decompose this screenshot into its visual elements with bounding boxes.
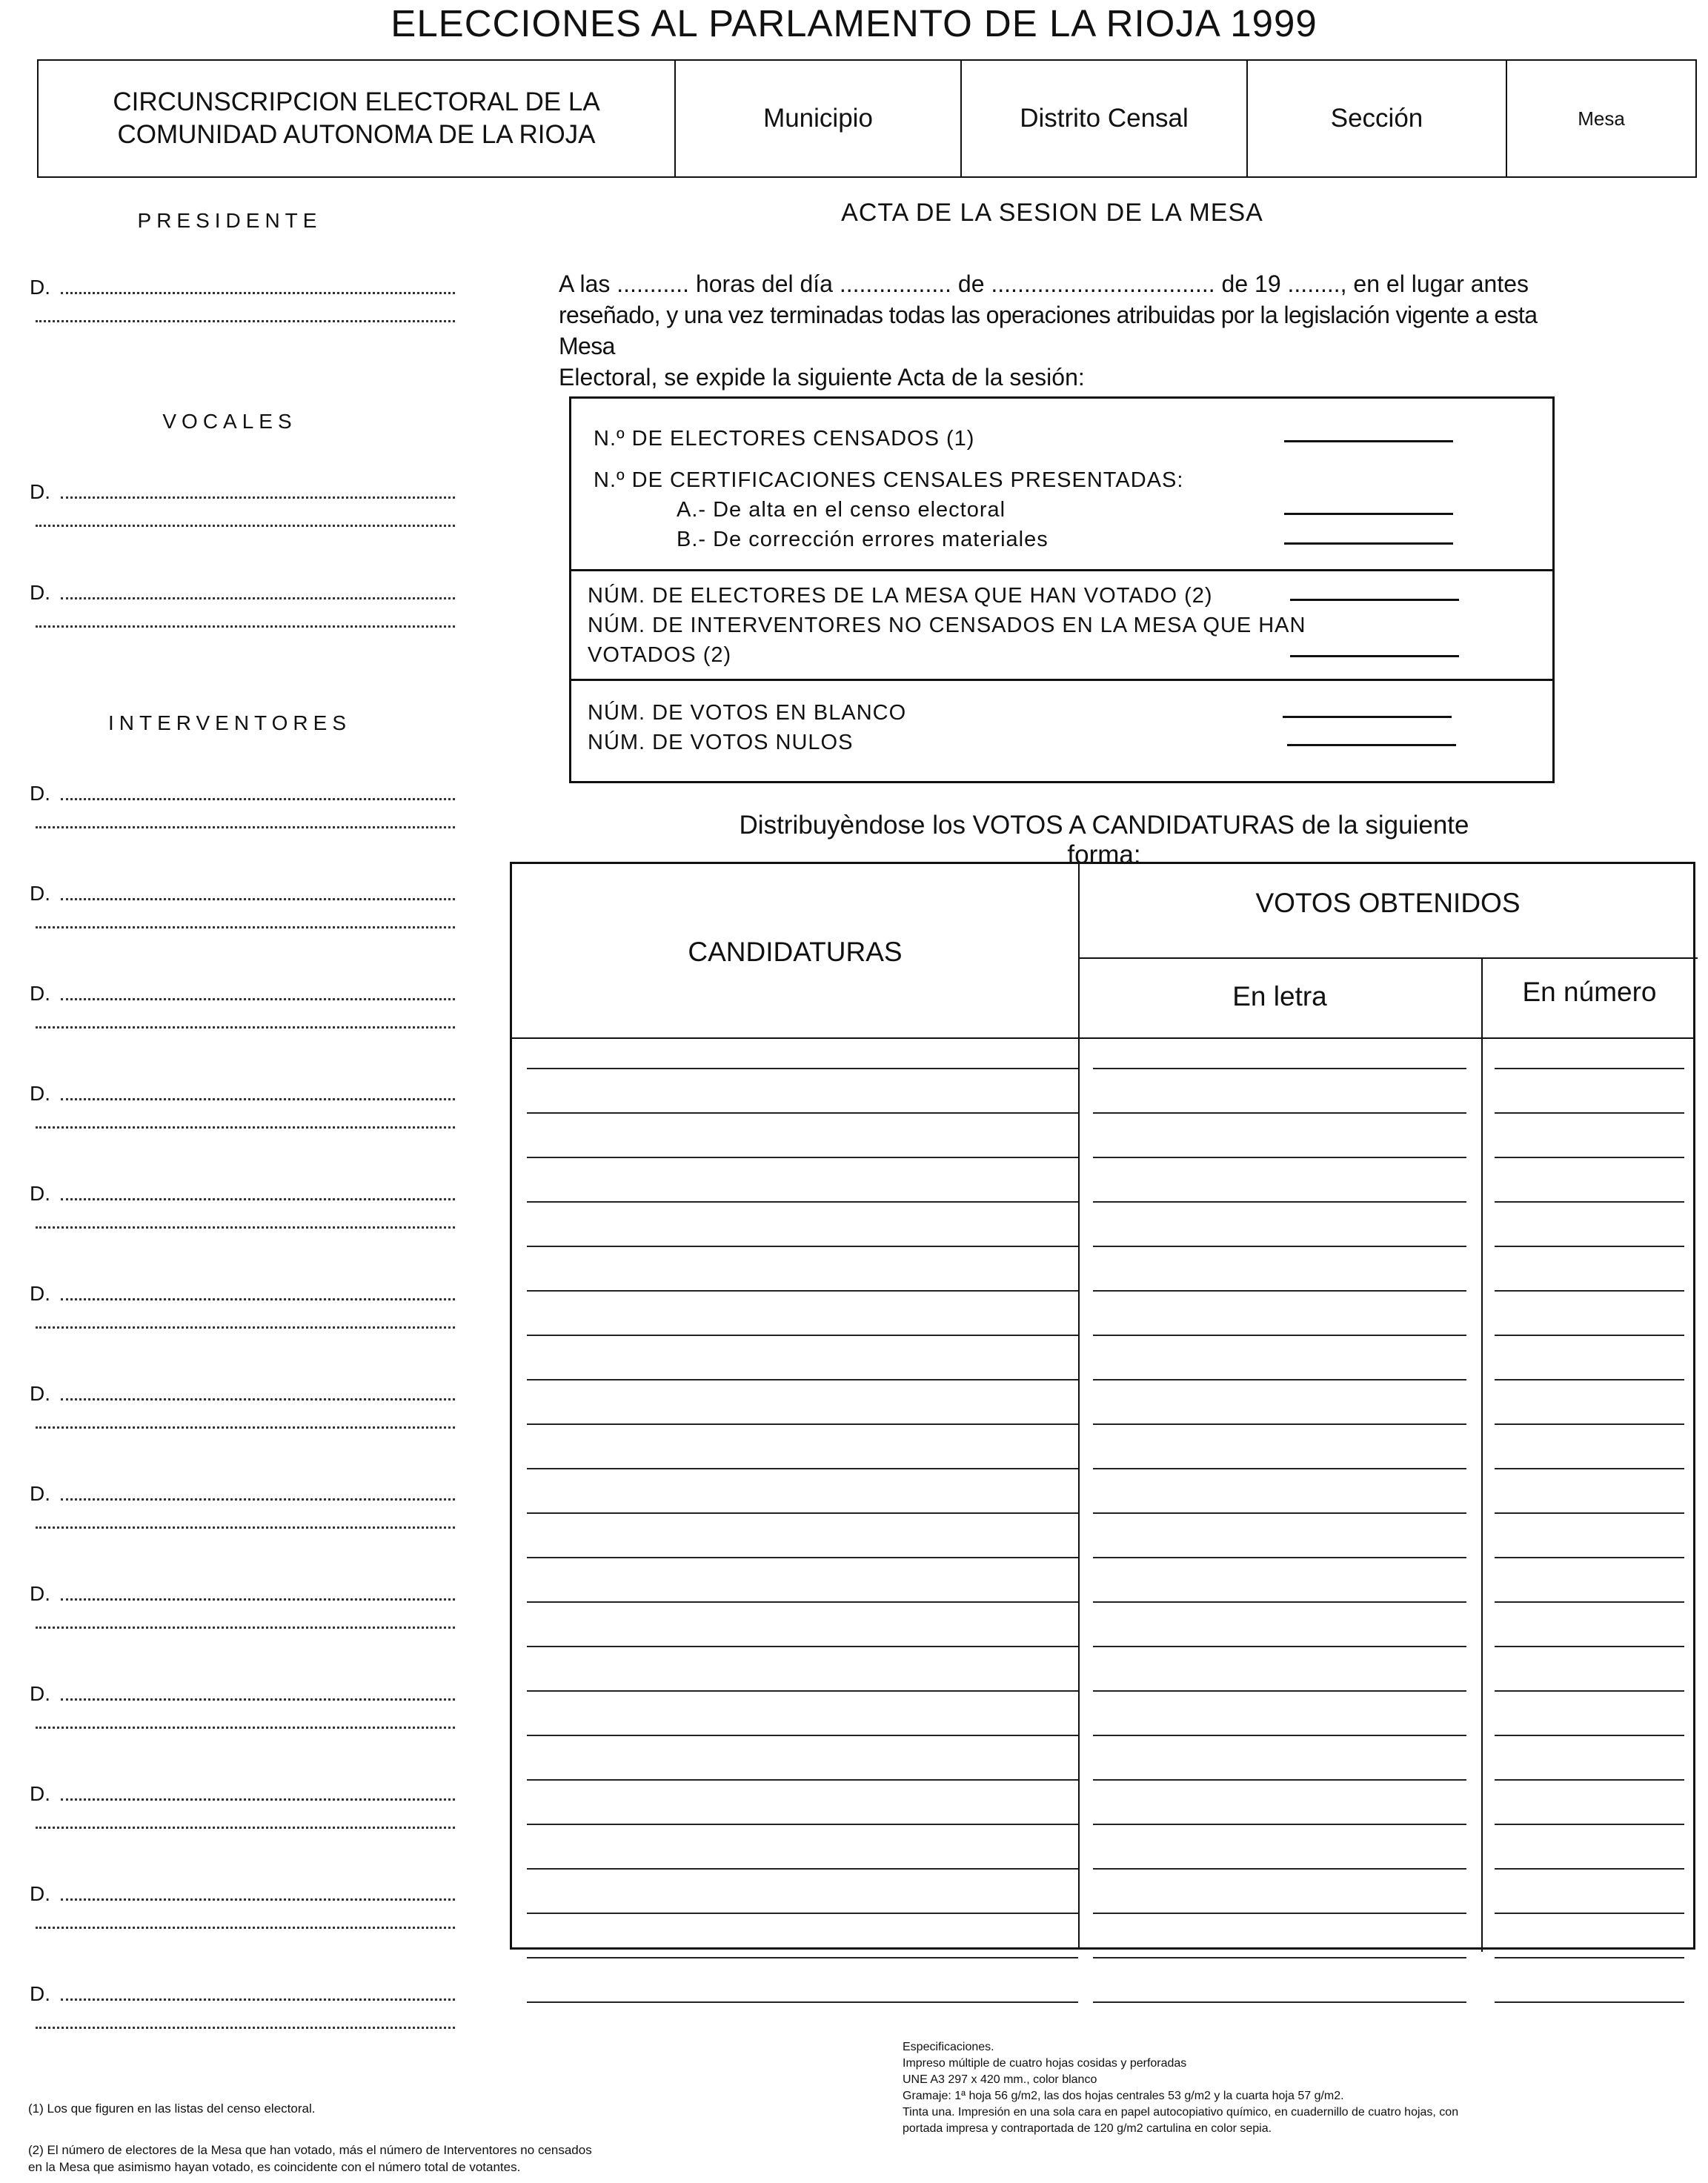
candidatura-row-line[interactable] bbox=[527, 1913, 1078, 1914]
dotted-line bbox=[61, 1098, 455, 1100]
specs-line-2: Impreso múltiple de cuatro hojas cosidas y perforadas bbox=[903, 2057, 1187, 2070]
d-prefix: D. bbox=[30, 1382, 50, 1405]
candidatura-row-line[interactable] bbox=[1495, 1157, 1684, 1158]
candidatura-row-line[interactable] bbox=[1495, 1068, 1684, 1069]
distrito-cell: Distrito Censal bbox=[962, 61, 1248, 176]
candidatura-row-line[interactable] bbox=[1495, 1335, 1684, 1336]
candidatura-row-line[interactable] bbox=[527, 1112, 1078, 1114]
dotted-line bbox=[61, 292, 455, 294]
specs-line-5: Tinta una. Impresión en una sola cara en papel autocopiativo químico, en cuadernillo de cuatro hojas, con bbox=[903, 2106, 1459, 2119]
candidatura-row-line[interactable] bbox=[527, 1735, 1078, 1736]
d-prefix: D. bbox=[30, 581, 50, 604]
candidatura-row-line[interactable] bbox=[1093, 1868, 1466, 1870]
candidatura-row-line[interactable] bbox=[1495, 1512, 1684, 1514]
candidatura-row-line[interactable] bbox=[527, 1335, 1078, 1336]
dotted-line bbox=[61, 1598, 455, 1601]
candidatura-row-line[interactable] bbox=[527, 1512, 1078, 1514]
dotted-line bbox=[61, 597, 455, 599]
specifications bbox=[903, 2039, 1703, 2137]
header-bottom-line bbox=[512, 1037, 1693, 1039]
candidatura-row-line[interactable] bbox=[1495, 1423, 1684, 1425]
specs-line-1: Especificaciones. bbox=[903, 2041, 994, 2053]
certificaciones-label: N.º DE CERTIFICACIONES CENSALES PRESENTADAS: bbox=[594, 468, 1184, 492]
candidatura-row-line[interactable] bbox=[527, 1690, 1078, 1692]
specs-line-3: UNE A3 297 x 420 mm., color blanco bbox=[903, 2073, 1097, 2086]
specs-line-4: Gramaje: 1ª hoja 56 g/m2, las dos hojas centrales 53 g/m2 y la cuarta hoja 57 g/m2. bbox=[903, 2090, 1344, 2102]
candidatura-row-line[interactable] bbox=[1093, 1557, 1466, 1558]
candidatura-row-line[interactable] bbox=[527, 2001, 1078, 2003]
acta-line-2: reseñado, y una vez terminadas todas las operaciones atribuidas por la legislación vigente a esta Mesa bbox=[559, 302, 1538, 359]
candidatura-row-line[interactable] bbox=[1495, 1201, 1684, 1203]
vocales-heading: VOCALES bbox=[162, 410, 297, 433]
candidatura-row-line[interactable] bbox=[1093, 1735, 1466, 1736]
footnote-2-line-2: en la Mesa que asimismo hayan votado, es coincidente con el número total de votantes. bbox=[28, 2160, 521, 2174]
dotted-line bbox=[36, 525, 455, 527]
dotted-line bbox=[36, 1326, 455, 1329]
dotted-line bbox=[36, 1627, 455, 1629]
candidatura-row-line[interactable] bbox=[1093, 1068, 1466, 1069]
censados-label: N.º DE ELECTORES CENSADOS (1) bbox=[594, 427, 975, 451]
dotted-line bbox=[61, 898, 455, 900]
dotted-line bbox=[36, 1226, 455, 1229]
candidatura-row-line[interactable] bbox=[1093, 1512, 1466, 1514]
candidatura-row-line[interactable] bbox=[1093, 1913, 1466, 1914]
dotted-line bbox=[61, 496, 455, 499]
blanco-label: NÚM. DE VOTOS EN BLANCO bbox=[588, 701, 907, 725]
acta-line-1: A las ........... horas del día ................. de .................................. de 19 ........, en el lugar antes bbox=[559, 270, 1529, 297]
candidatura-row-line[interactable] bbox=[527, 1868, 1078, 1870]
dotted-line bbox=[36, 1126, 455, 1129]
footnote-1: (1) Los que figuren en las listas del censo electoral. bbox=[28, 2101, 316, 2116]
dotted-line bbox=[61, 1498, 455, 1501]
candidatura-row-line[interactable] bbox=[527, 1201, 1078, 1203]
acta-paragraph bbox=[559, 268, 1550, 393]
candidatura-row-line[interactable] bbox=[527, 1779, 1078, 1781]
candidatura-row-line[interactable] bbox=[527, 1957, 1078, 1958]
circunscripcion-cell: CIRCUNSCRIPCION ELECTORAL DE LA COMUNIDAD AUTONOMA DE LA RIOJA bbox=[39, 61, 676, 176]
interventores-votado-label-2: VOTADOS (2) bbox=[588, 643, 732, 667]
dotted-line bbox=[36, 320, 455, 322]
dotted-line bbox=[61, 998, 455, 1000]
candidatura-row-line[interactable] bbox=[1093, 1690, 1466, 1692]
header-divider-votos bbox=[1078, 957, 1698, 959]
seccion-cell: Sección bbox=[1248, 61, 1507, 176]
presidente-heading: PRESIDENTE bbox=[137, 209, 322, 232]
candidatura-row-line[interactable] bbox=[1495, 2001, 1684, 2003]
dotted-line bbox=[61, 1798, 455, 1801]
correccion-label: B.- De corrección errores materiales bbox=[677, 528, 1049, 551]
candidatura-row-line[interactable] bbox=[527, 1468, 1078, 1469]
nulos-line bbox=[1287, 744, 1456, 746]
candidatura-row-line[interactable] bbox=[1495, 1601, 1684, 1603]
candidatura-row-line[interactable] bbox=[1093, 1423, 1466, 1425]
dotted-line bbox=[36, 926, 455, 928]
candidatura-row-line[interactable] bbox=[527, 1157, 1078, 1158]
candidatura-row-line[interactable] bbox=[1093, 1779, 1466, 1781]
candidatura-row-line[interactable] bbox=[1495, 1690, 1684, 1692]
d-prefix: D. bbox=[30, 1482, 50, 1505]
votado-mesa-label: NÚM. DE ELECTORES DE LA MESA QUE HAN VOTADO (2) bbox=[588, 584, 1213, 608]
dotted-line bbox=[36, 1727, 455, 1729]
candidatura-row-line[interactable] bbox=[1093, 1601, 1466, 1603]
col-divider-2 bbox=[1481, 957, 1483, 1952]
municipio-cell: Municipio bbox=[676, 61, 962, 176]
candidatura-row-line[interactable] bbox=[1495, 1735, 1684, 1736]
candidatura-row-line[interactable] bbox=[1093, 1379, 1466, 1380]
dotted-line bbox=[36, 1526, 455, 1529]
d-prefix: D. bbox=[30, 1782, 50, 1805]
counts-separator-1 bbox=[571, 569, 1552, 571]
d-prefix: D. bbox=[30, 1282, 50, 1305]
candidatura-row-line[interactable] bbox=[1093, 1335, 1466, 1336]
en-letra-header: En letra bbox=[1232, 981, 1327, 1011]
dotted-line bbox=[61, 1198, 455, 1200]
nulos-label: NÚM. DE VOTOS NULOS bbox=[588, 731, 854, 754]
distribution-text: Distribuyèndose los VOTOS A CANDIDATURAS de la siguiente forma: bbox=[739, 811, 1469, 869]
dotted-line bbox=[61, 1998, 455, 2001]
candidatura-row-line[interactable] bbox=[527, 1423, 1078, 1425]
candidatura-row-line[interactable] bbox=[527, 1824, 1078, 1825]
dotted-line bbox=[36, 2027, 455, 2029]
d-prefix: D. bbox=[30, 882, 50, 905]
candidatura-row-line[interactable] bbox=[1495, 1913, 1684, 1914]
d-prefix: D. bbox=[30, 782, 50, 805]
candidatura-row-line[interactable] bbox=[1495, 1246, 1684, 1247]
header-table bbox=[37, 59, 1697, 178]
candidatura-row-line[interactable] bbox=[1495, 1957, 1684, 1958]
counts-box bbox=[569, 396, 1555, 783]
candidatura-row-line[interactable] bbox=[527, 1290, 1078, 1292]
candidatura-row-line[interactable] bbox=[527, 1601, 1078, 1603]
alta-line bbox=[1284, 513, 1453, 515]
d-prefix: D. bbox=[30, 276, 50, 299]
d-prefix: D. bbox=[30, 1882, 50, 1905]
correccion-line bbox=[1284, 542, 1453, 545]
candidatura-row-line[interactable] bbox=[1495, 1290, 1684, 1292]
d-prefix: D. bbox=[30, 1582, 50, 1605]
d-prefix: D. bbox=[30, 982, 50, 1005]
candidatura-row-line[interactable] bbox=[1093, 1957, 1466, 1958]
candidatura-row-line[interactable] bbox=[1495, 1824, 1684, 1825]
candidaturas-header: CANDIDATURAS bbox=[688, 937, 903, 967]
alta-label: A.- De alta en el censo electoral bbox=[677, 498, 1006, 522]
candidatura-row-line[interactable] bbox=[1093, 1246, 1466, 1247]
candidatura-row-line[interactable] bbox=[1093, 1290, 1466, 1292]
d-prefix: D. bbox=[30, 1682, 50, 1705]
d-prefix: D. bbox=[30, 1082, 50, 1105]
candidatura-row-line[interactable] bbox=[1495, 1646, 1684, 1647]
dotted-line bbox=[36, 1026, 455, 1029]
specs-line-6: portada impresa y contraportada de 120 g/m2 cartulina en color sepia. bbox=[903, 2122, 1272, 2135]
candidatura-row-line[interactable] bbox=[1093, 1201, 1466, 1203]
candidatura-row-line[interactable] bbox=[1093, 1646, 1466, 1647]
candidatura-row-line[interactable] bbox=[1495, 1112, 1684, 1114]
dotted-line bbox=[36, 1927, 455, 1929]
candidatura-row-line[interactable] bbox=[1495, 1468, 1684, 1469]
candidatura-row-line[interactable] bbox=[1093, 2001, 1466, 2003]
dotted-line bbox=[36, 826, 455, 828]
candidatura-row-line[interactable] bbox=[527, 1246, 1078, 1247]
acta-title: ACTA DE LA SESION DE LA MESA bbox=[841, 199, 1263, 227]
blanco-line bbox=[1283, 716, 1452, 718]
mesa-cell: Mesa bbox=[1578, 107, 1625, 130]
candidatura-row-line[interactable] bbox=[527, 1068, 1078, 1069]
interventores-votado-label-1: NÚM. DE INTERVENTORES NO CENSADOS EN LA MESA QUE HAN bbox=[588, 614, 1306, 637]
dotted-line bbox=[61, 1398, 455, 1400]
col-divider-1 bbox=[1078, 864, 1080, 1947]
candidatura-row-line[interactable] bbox=[1495, 1557, 1684, 1558]
d-prefix: D. bbox=[30, 1182, 50, 1205]
candidatura-row-line[interactable] bbox=[527, 1646, 1078, 1647]
candidatura-row-line[interactable] bbox=[1495, 1779, 1684, 1781]
dotted-line bbox=[61, 1298, 455, 1300]
candidaturas-table bbox=[510, 862, 1695, 1950]
counts-separator-2 bbox=[571, 679, 1552, 681]
en-numero-header: En número bbox=[1522, 977, 1657, 1007]
votado-mesa-line bbox=[1290, 599, 1459, 601]
acta-line-3: Electoral, se expide la siguiente Acta de la sesión: bbox=[559, 364, 1085, 391]
candidatura-row-line[interactable] bbox=[1495, 1868, 1684, 1870]
candidatura-row-line[interactable] bbox=[1495, 1379, 1684, 1380]
dotted-line bbox=[36, 1827, 455, 1829]
interventores-votado-line bbox=[1290, 655, 1459, 657]
dotted-line bbox=[36, 625, 455, 628]
interventores-heading: INTERVENTORES bbox=[107, 711, 351, 734]
censados-line bbox=[1284, 440, 1453, 442]
dotted-line bbox=[61, 1698, 455, 1701]
candidatura-row-line[interactable] bbox=[1093, 1824, 1466, 1825]
dotted-line bbox=[61, 798, 455, 800]
dotted-line bbox=[61, 1898, 455, 1901]
candidatura-row-line[interactable] bbox=[1093, 1112, 1466, 1114]
d-prefix: D. bbox=[30, 480, 50, 503]
document-title: ELECCIONES AL PARLAMENTO DE LA RIOJA 1999 bbox=[391, 2, 1317, 44]
candidatura-row-line[interactable] bbox=[1093, 1468, 1466, 1469]
d-prefix: D. bbox=[30, 1982, 50, 2005]
dotted-line bbox=[36, 1426, 455, 1429]
votos-obtenidos-header: VOTOS OBTENIDOS bbox=[1255, 888, 1521, 918]
candidatura-row-line[interactable] bbox=[527, 1557, 1078, 1558]
candidatura-row-line[interactable] bbox=[1093, 1157, 1466, 1158]
candidatura-row-line[interactable] bbox=[527, 1379, 1078, 1380]
footnote-2-line-1: (2) El número de electores de la Mesa que han votado, más el número de Interventores no censados bbox=[28, 2143, 592, 2157]
